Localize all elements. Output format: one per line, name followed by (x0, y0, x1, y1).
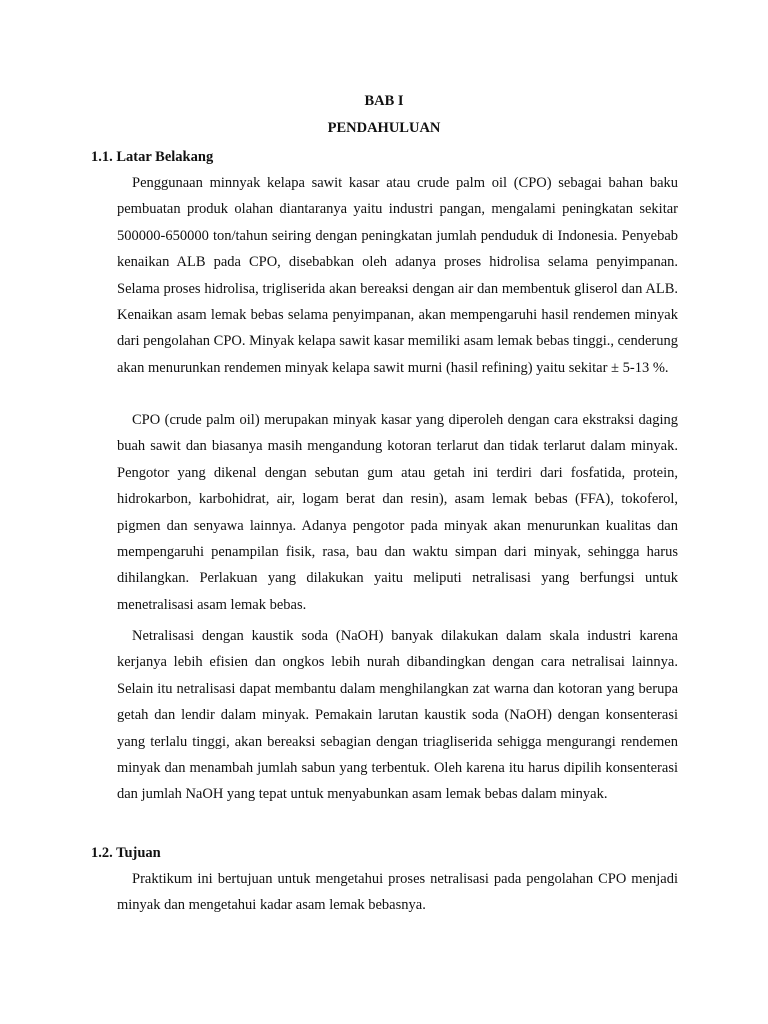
chapter-title: PENDAHULUAN (327, 120, 441, 136)
paragraph-latar-belakang-2: CPO (crude palm oil) merupakan minyak kasar yang diperoleh dengan cara ekstraksi daging buah sawit dan biasanya masih mengandung kotoran terlarut dan tidak terlarut dalam minyak. Pengotor yang dikenal dengan sebutan gum atau getah ini terdiri dari fosfatida, protein, hidrokarbon, karbohidrat, air, logam berat dan resin), asam lemak bebas (FFA), tokoferol, pigmen dan senyawa lainnya. Adanya pengotor pada minyak akan menurunkan kualitas dan mempengaruhi penampilan fisik, rasa, bau dan waktu simpan dari minyak, sehingga harus dihilangkan. Perlakuan yang dilakukan yaitu meliputi netralisasi yang berfungsi untuk menetralisasi asam lemak bebas. (117, 412, 678, 613)
section-heading-latar-belakang: 1.1. Latar Belakang (91, 149, 214, 165)
paragraph-latar-belakang-3: Netralisasi dengan kaustik soda (NaOH) banyak dilakukan dalam skala industri karena kerjanya lebih efisien dan ongkos lebih nurah dibandingkan dengan cara netralisai lainnya. Selain itu netralisasi dapat membantu dalam menghilangkan zat warna dan kotoran yang berupa getah dan lendir dalam minyak. Pemakain larutan kaustik soda (NaOH) dengan konsenterasi yang terlalu tinggi, akan bereaksi sebagian dengan triagliserida sehigga mengurangi rendemen minyak dan menambah jumlah sabun yang terbentuk. Oleh karena itu harus dipilih konsenterasi dan jumlah NaOH yang tepat untuk menyabunkan asam lemak bebas dalam minyak. (117, 628, 678, 803)
paragraph-latar-belakang-1: Penggunaan minnyak kelapa sawit kasar atau crude palm oil (CPO) sebagai bahan baku pembuatan produk olahan diantaranya yaitu industri pangan, mengalami peningkatan sekitar 500000-650000 ton/tahun seiring dengan peningkatan jumlah penduduk di Indonesia. Penyebab kenaikan ALB pada CPO, disebabkan oleh adanya proses hidrolisa selama penyimpanan. Selama proses hidrolisa, trigliserida akan bereaksi dengan air dan membentuk gliserol dan ALB. Kenaikan asam lemak bebas selama penyimpanan, akan mempengaruhi hasil rendemen minyak dari pengolahan CPO. Minyak kelapa sawit kasar memiliki asam lemak bebas tinggi., cenderung akan menurunkan rendemen minyak kelapa sawit murni (hasil refining) yaitu sekitar ± 5-13 %. (117, 175, 678, 376)
chapter-label: BAB I (364, 93, 404, 109)
section-heading-tujuan: 1.2. Tujuan (91, 845, 161, 861)
paragraph-tujuan-1: Praktikum ini bertujuan untuk mengetahui proses netralisasi pada pengolahan CPO menjadi minyak dan mengetahui kadar asam lemak bebasnya. (117, 871, 678, 914)
